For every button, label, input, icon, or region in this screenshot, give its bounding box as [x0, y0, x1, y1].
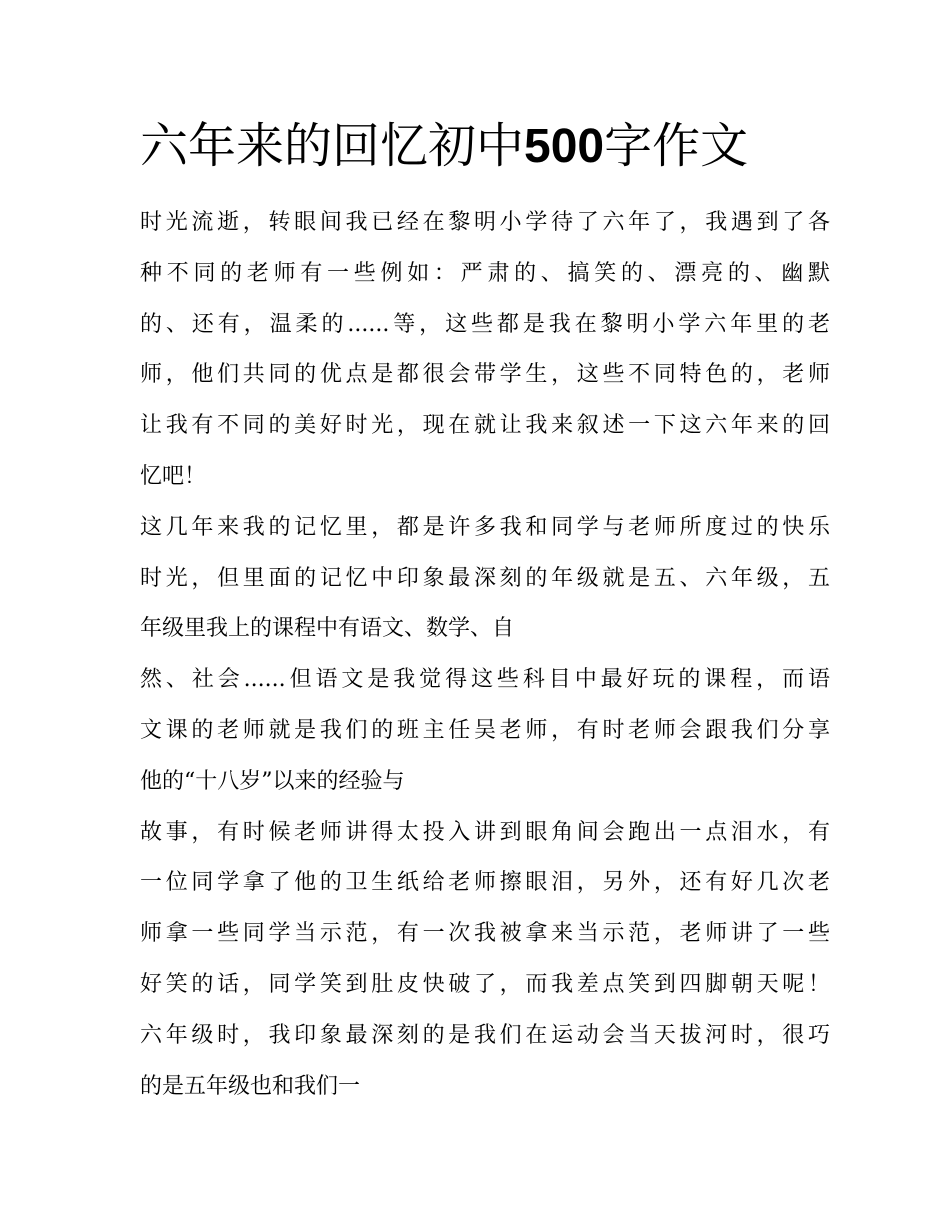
text-line: 的是五年级也和我们一: [140, 1073, 361, 1099]
text-line: 文课的老师就是我们的班主任吴老师，有时老师会跟我们分享: [140, 717, 830, 743]
text-line: 忆吧！: [140, 463, 207, 489]
title-number: 500: [524, 120, 605, 173]
text-line: 年级里我上的课程中有语文、数学、自: [140, 616, 515, 642]
text-line: 故事，有时候老师讲得太投入讲到眼角间会跑出一点泪水，有: [140, 819, 830, 845]
text-line: 的、还有，温柔的......等，这些都是我在黎明小学六年里的老: [140, 311, 830, 337]
text-line: 种不同的老师有一些例如：严肃的、搞笑的、漂亮的、幽默: [140, 260, 830, 286]
text-line: 师，他们共同的优点是都很会带学生，这些不同特色的，老师: [140, 362, 830, 388]
text-line: 六年级时，我印象最深刻的是我们在运动会当天拔河时，很巧: [140, 1022, 830, 1048]
text-line: 然、社会......但语文是我觉得这些科目中最好玩的课程，而语: [140, 667, 830, 693]
title-prefix: 六年来的回忆初中: [140, 118, 525, 174]
text-line: 时光，但里面的记忆中印象最深刻的年级就是五、六年级，五: [140, 565, 830, 591]
text-line: 这几年来我的记忆里，都是许多我和同学与老师所度过的快乐: [140, 514, 830, 540]
text-line: 好笑的话，同学笑到肚皮快破了，而我差点笑到四脚朝天呢！: [140, 971, 830, 997]
text-line: 一位同学拿了他的卫生纸给老师擦眼泪，另外，还有好几次老: [140, 870, 830, 896]
text-line: 时光流逝，转眼间我已经在黎明小学待了六年了，我遇到了各: [140, 210, 830, 235]
text-line: 师拿一些同学当示范，有一次我被拿来当示范，老师讲了一些: [140, 921, 830, 947]
document-body: [140, 198, 830, 1112]
text-line: 让我有不同的美好时光，现在就让我来叙述一下这六年来的回: [140, 413, 830, 439]
document-title: [140, 114, 840, 179]
text-line: 他的“十八岁”以来的经验与: [140, 768, 405, 794]
title-suffix: 字作文: [604, 118, 749, 174]
